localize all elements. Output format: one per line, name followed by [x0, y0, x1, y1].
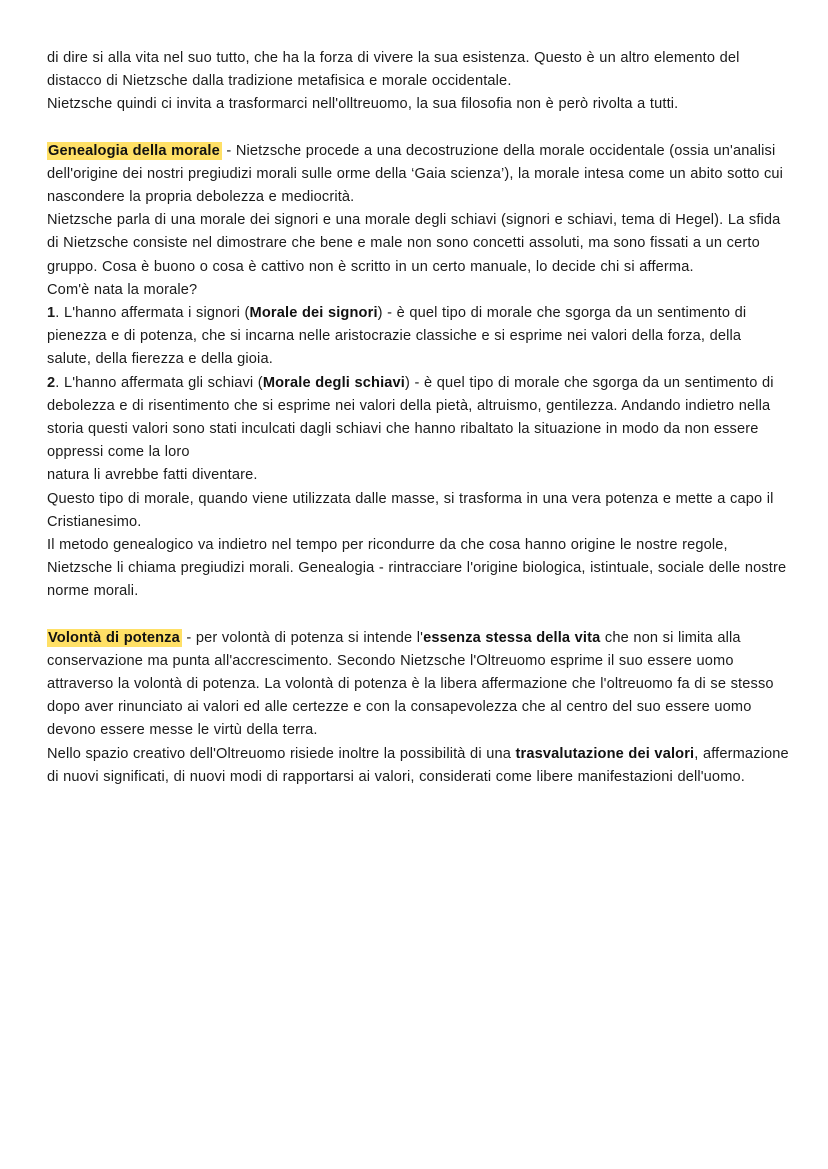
volonta-seg-1: - per volontà di potenza si intende l' — [181, 629, 424, 646]
paragraph-spacer — [47, 117, 789, 140]
highlight-volonta-di-potenza: Volontà di potenza — [48, 629, 180, 646]
morale-signori-post: ) - è quel tipo di morale che sgorga da un sentimento di pienezza e di potenza, che si incarna nelle aristocrazie classiche e si esprime nei valori della forza, della salute, della fierezza e della gioia. — [47, 305, 747, 368]
paragraph-spacer-2 — [47, 604, 789, 627]
paragraph-volonta-di-potenza — [47, 627, 789, 789]
paragraph-genealogia — [47, 140, 789, 604]
genealogia-question: Com'è nata la morale? — [47, 281, 198, 298]
list-number-1: 1 — [47, 305, 56, 322]
highlight-genealogia-della-morale: Genealogia della morale — [48, 142, 220, 159]
paragraph-intro — [47, 47, 789, 117]
volonta-seg-2: che non si limita alla conservazione ma punta all'accrescimento. Secondo Nietzsche l'Oltreuomo esprime il suo essere uomo attraverso la volontà di potenza. La volontà di potenza è la libera affermazione che l'oltreuomo fa di se stesso dopo aver rinunciato ai valori ed alle certezze e con la consapevolezza che al centro del suo essere uomo devono essere messe le virtù della terra. — [47, 629, 774, 739]
genealogia-intro-text: - Nietzsche procede a una decostruzione della morale occidentale (ossia un'analisi dell'origine dei nostri pregiudizi morali sulle orme della ‘Gaia scienza’), la morale intesa come un abito sotto cui nascondere la propria debolezza e mediocrità. — [47, 142, 784, 206]
list-number-2: 2 — [47, 374, 56, 391]
metodo-genealogico-line: Il metodo genealogico va indietro nel tempo per ricondurre da che cosa hanno origine le nostre regole, Nietzsche li chiama pregiudizi morali. Genealogia - rintracciare l'origine biologica, istintuale, sociale delle nostre norme morali. — [47, 537, 787, 600]
bold-morale-degli-schiavi: Morale degli schiavi — [262, 374, 406, 391]
bold-essenza-stessa-della-vita: essenza stessa della vita — [423, 629, 601, 646]
morale-schiavi-continuation: natura li avrebbe fatti diventare. — [47, 467, 258, 484]
intro-line-1: di dire si alla vita nel suo tutto, che ha la forza di vivere la sua esistenza. Questo è un altro elemento del distacco di Nietzsche dalla tradizione metafisica e morale occidentale. — [47, 50, 740, 90]
intro-line-2: Nietzsche quindi ci invita a trasformarci nell'olltreuomo, la sua filosofia non è però rivolta a tutti. — [47, 96, 679, 113]
genealogia-line-2: Nietzsche parla di una morale dei signori e una morale degli schiavi (signori e schiavi, tema di Hegel). La sfida di Nietzsche consiste nel dimostrare che bene e male non sono concetti assoluti, ma sono fissati a un certo gruppo. Cosa è buono o cosa è cattivo non è scritto in un certo manuale, lo decide chi si afferma. — [47, 212, 781, 275]
morale-signori-pre: . L'hanno affermata i signori ( — [55, 305, 250, 322]
trasvalutazione-seg-1: Nello spazio creativo dell'Oltreuomo risiede inoltre la possibilità di una — [47, 745, 516, 762]
cristianesimo-line: Questo tipo di morale, quando viene utilizzata dalle masse, si trasforma in una vera potenza e mette a capo il Cristianesimo. — [47, 490, 774, 530]
document-body — [47, 47, 789, 789]
morale-schiavi-pre: . L'hanno affermata gli schiavi ( — [55, 374, 263, 391]
morale-schiavi-post: ) - è quel tipo di morale che sgorga da un sentimento di debolezza e di risentimento che si esprime nei valori della pietà, altruismo, gentilezza. Andando indietro nella storia questi valori sono stati inculcati dagli schiavi che hanno ribaltato la situazione in modo da non essere oppressi come la loro — [47, 374, 774, 461]
bold-morale-dei-signori: Morale dei signori — [249, 305, 378, 322]
trasvalutazione-seg-2: , affermazione di nuovi significati, di nuovi modi di rapportarsi ai valori, considerati come libere manifestazioni dell'uomo. — [47, 745, 789, 785]
bold-trasvalutazione-dei-valori: trasvalutazione dei valori — [515, 745, 695, 762]
